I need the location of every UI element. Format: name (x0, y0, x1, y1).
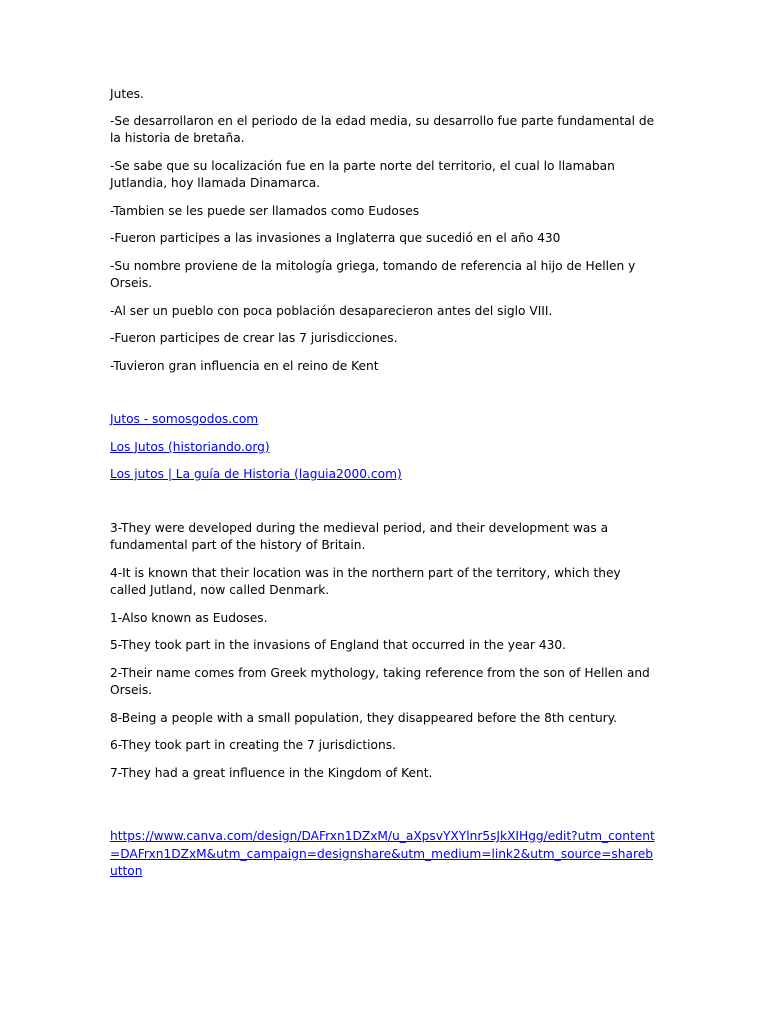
english-point: 4-It is known that their location was in the northern part of the territory, which they called Jutland, now called Denmark. (110, 565, 621, 597)
spacer (110, 385, 660, 411)
spanish-point: -Fueron participes a las invasiones a Inglaterra que sucedió en el año 430 (110, 231, 561, 245)
canva-link-item (110, 828, 660, 881)
english-point: 1-Also known as Eudoses. (110, 610, 268, 625)
spanish-point: -Al ser un pueblo con poca población desaparecieron antes del siglo VIII. (110, 303, 553, 318)
reference-link-historiando[interactable]: Los Jutos (historiando.org) (110, 439, 270, 454)
spacer (110, 792, 660, 828)
spacer (110, 494, 660, 520)
reference-link-item (110, 466, 660, 484)
spanish-point: -Su nombre proviene de la mitología griega, tomando de referencia al hijo de Hellen y Orseis. (110, 258, 636, 290)
spanish-point: -Tuvieron gran influencia en el reino de Kent (110, 358, 379, 373)
english-point: 2-Their name comes from Greek mythology, taking reference from the son of Hellen and Orseis. (110, 665, 650, 697)
spanish-point: -Tambien se les puede ser llamados como Eudoses (110, 203, 420, 218)
reference-link-somosgodos[interactable]: Jutos - somosgodos.com (110, 412, 259, 426)
english-point: 5-They took part in the invasions of England that occurred in the year 430. (110, 638, 566, 652)
canva-design-link[interactable]: https://www.canva.com/design/DAFrxn1DZxM/u_aXpsvYXYlnr5sJkXIHgg/edit?utm_content=DAFrxn1DZxM&utm_campaign=designshare&utm_medium=link2&utm_source=sharebutton (110, 829, 655, 878)
document-title: Jutes. (110, 87, 144, 101)
spanish-point: -Fueron participes de crear las 7 jurisdicciones. (110, 331, 398, 345)
english-point: 3-They were developed during the medieval period, and their development was a fundamental part of the history of Britain. (110, 520, 609, 552)
reference-link-laguia2000[interactable]: Los jutos | La guía de Historia (laguia2000.com) (110, 467, 402, 481)
spanish-point: -Se sabe que su localización fue en la parte norte del territorio, el cual lo llamaban Jutlandia, hoy llamada Dinamarca. (110, 158, 615, 190)
document-body (110, 86, 660, 891)
reference-link-item (110, 411, 660, 429)
reference-link-item (110, 439, 660, 457)
spanish-point: -Se desarrollaron en el periodo de la edad media, su desarrollo fue parte fundamental de la historia de bretaña. (110, 113, 655, 145)
english-point: 7-They had a great influence in the Kingdom of Kent. (110, 765, 433, 780)
english-point: 6-They took part in creating the 7 jurisdictions. (110, 738, 396, 752)
english-point: 8-Being a people with a small population, they disappeared before the 8th century. (110, 710, 618, 725)
